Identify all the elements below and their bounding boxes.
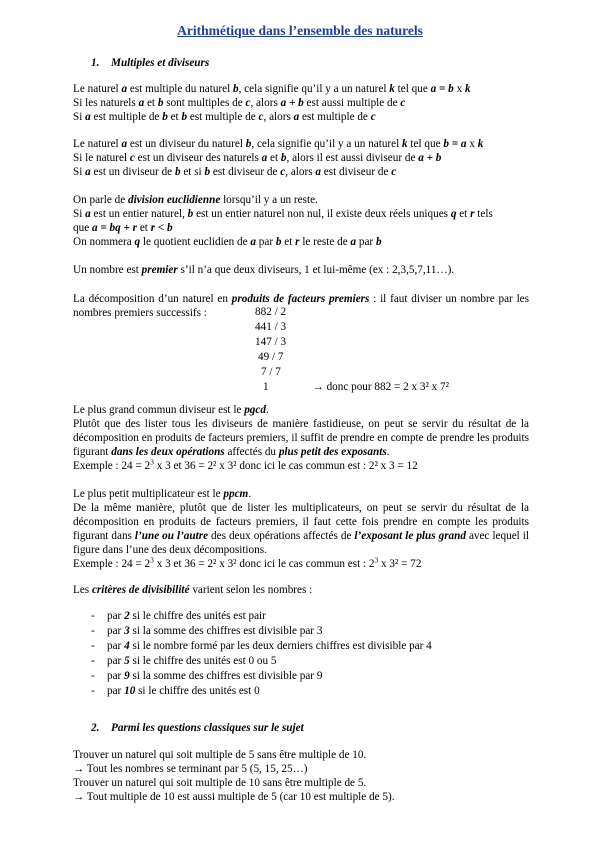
diviseurs-line-3: Si a est un diviseur de b et si b est diviseur de c, alors a est diviseur de c — [73, 166, 397, 178]
decomp-step-last: 1 → donc pour 882 = 2 x 3² x 7² — [263, 381, 449, 393]
division-line-2: Si a est un entier naturel, b est un entier naturel non nul, il existe deux réels uniques q et r tels — [73, 208, 493, 220]
division-paragraph — [73, 193, 529, 249]
term-pgcd: pgcd — [244, 404, 266, 416]
list-item: - par 2 si le chiffre des unités est pair — [91, 610, 266, 622]
multiples-line-1: Le naturel a est multiple du naturel b, cela signifie qu’il y a un naturel k tel que a = b x k — [73, 83, 471, 95]
diviseurs-paragraph — [73, 137, 529, 179]
list-item: - par 3 si la somme des chiffres est divisible par 3 — [91, 625, 323, 637]
diviseurs-line-1: Le naturel a est un diviseur du naturel b, cela signifie qu’il y a un naturel k tel que b = a x k — [73, 138, 484, 150]
decomposition-paragraph: La décomposition d’un naturel en produits de facteurs premiers : il faut diviser un nombre par les nombres premiers successifs : — [73, 293, 529, 319]
multiples-paragraph — [73, 82, 529, 124]
section-heading-1 — [91, 56, 209, 70]
diviseurs-line-2: Si le naturel c est un diviseur des naturels a et b, alors il est aussi diviseur de a + b — [73, 152, 442, 164]
decomp-step: 49 / 7 — [258, 351, 284, 363]
questions-paragraph — [73, 748, 529, 804]
division-line-1: On parle de division euclidienne lorsqu’il y a un reste. — [73, 194, 318, 206]
division-line-4: On nommera q le quotient euclidien de a par b et r le reste de a par b — [73, 236, 382, 248]
ppcm-paragraph: Le plus petit multiplicateur est le ppcm. De la même manière, plutôt que de lister les multiplicateurs, on peut se servir du résultat de la décomposition en produits de facteurs premiers, il faut cette fois prendre en compte les produits figurant dans l’une ou l’autre des deux opérations affectés de l’exposant le plus grand avec lequel il figure dans l’une des deux décompositions. Exemple : $24 = 2^3$ x 3 et 36 = 2² x 3² donc ici le cas commun est : $2^3$ x 3² = 72 — [73, 488, 529, 570]
decomp-step: 441 / 3 — [255, 321, 287, 333]
ppcm-example: Exemple : $24 = 2^3$ x 3 et 36 = 2² x 3² donc ici le cas commun est : $2^3$ x 3² = 72 — [73, 555, 422, 570]
question-2: Trouver un naturel qui soit multiple de 10 sans être multiple de 5. — [73, 777, 367, 789]
section-title: Parmi les questions classiques sur le sujet — [111, 722, 304, 734]
answer-1: → Tout les nombres se terminant par 5 (5, 15, 25…) — [73, 763, 308, 775]
section-number: 1. — [91, 57, 100, 69]
list-item: - par 5 si le chiffre des unités est 0 ou 5 — [91, 655, 277, 667]
term-division-euclidienne: division euclidienne — [127, 194, 221, 206]
list-item: - par 9 si la somme des chiffres est divisible par 9 — [91, 670, 323, 682]
term-ppcm: ppcm — [223, 488, 249, 500]
pgcd-example: Exemple : $24 = 2^3$ x 3 et 36 = 2² x 3² donc ici le cas commun est : 2² x 3 = 12 — [73, 457, 418, 472]
decomposition-steps — [255, 305, 449, 395]
decomp-step: 147 / 3 — [255, 336, 287, 348]
question-1: Trouver un naturel qui soit multiple de 5 sans être multiple de 10. — [73, 749, 367, 761]
decomp-result: → donc pour 882 = 2 x 3² x 7² — [312, 381, 449, 393]
multiples-line-3: Si a est multiple de b et b est multiple de c, alors a est multiple de c — [73, 111, 376, 123]
section-number: 2. — [91, 722, 100, 734]
list-item: - par 4 si le nombre formé par les deux derniers chiffres est divisible par 4 — [91, 640, 432, 652]
term-premier: premier — [141, 264, 178, 276]
section-heading-2 — [91, 721, 304, 735]
multiples-line-2: Si les naturels a et b sont multiples de c, alors a + b est aussi multiple de c — [73, 97, 406, 109]
term-produits-facteurs-premiers: produits de facteurs premiers — [231, 293, 370, 305]
section-title: Multiples et diviseurs — [111, 57, 210, 69]
page-title: Arithmétique dans l’ensemble des naturels — [177, 23, 423, 38]
decomp-step: 882 / 2 — [255, 306, 287, 318]
answer-2: → Tout multiple de 10 est aussi multiple de 5 (car 10 est multiple de 5). — [73, 791, 395, 803]
criteres-list — [91, 609, 432, 699]
premier-paragraph: Un nombre est premier s’il n’a que deux diviseurs, 1 et lui-même (ex : 2,3,5,7,11…). — [73, 264, 455, 276]
decomp-step: 7 / 7 — [261, 366, 281, 378]
division-line-3: que a = bq + r et r < b — [73, 222, 173, 234]
term-criteres: critères de divisibilité — [91, 584, 190, 596]
criteres-paragraph: Les critères de divisibilité varient selon les nombres : — [73, 584, 313, 596]
list-item: - par 10 si le chiffre des unités est 0 — [91, 685, 260, 697]
pgcd-paragraph: Le plus grand commun diviseur est le pgcd. Plutôt que des lister tous les diviseurs de manière fastidieuse, on peut se servir du résultat de la décomposition en produits de facteurs premiers, il suffit de prendre en compte de prendre les produits figurant dans les deux opérations affectés du plus petit des exposants. Exemple : $24 = 2^3$ x 3 et 36 = 2² x 3² donc ici le cas commun est : 2² x 3 = 12 — [73, 404, 529, 472]
